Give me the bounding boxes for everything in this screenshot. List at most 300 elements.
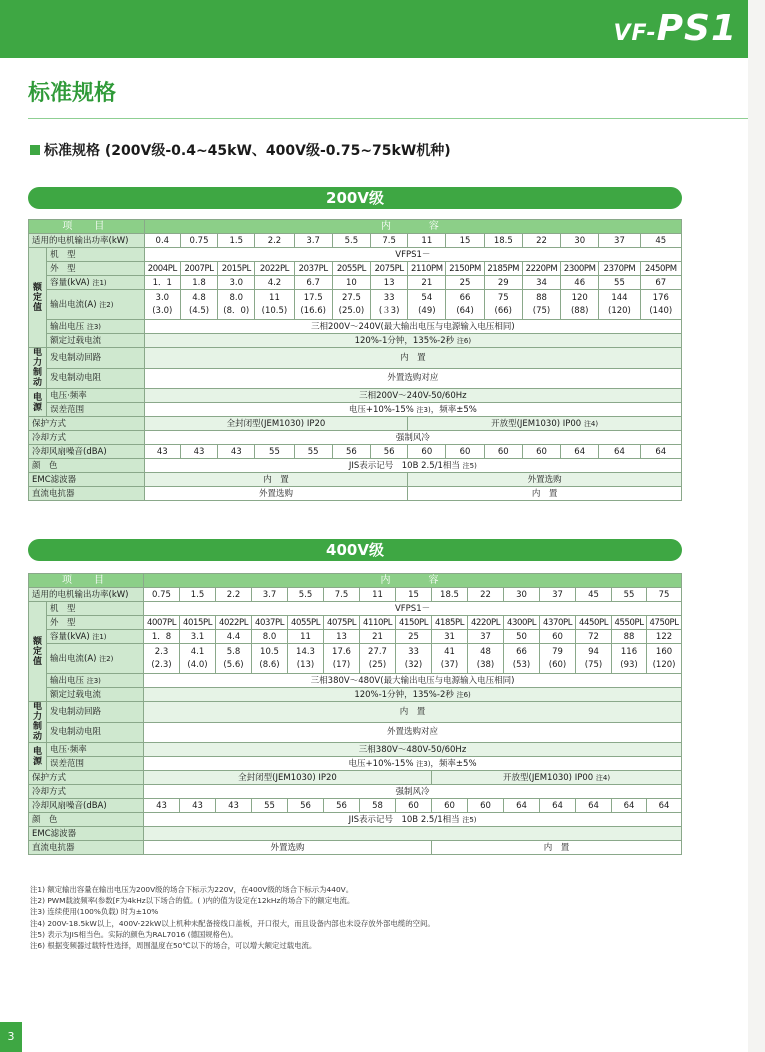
current-cell	[408, 290, 446, 320]
dcl-value-a: 外置选购	[144, 487, 408, 501]
current-cell	[144, 290, 180, 320]
current-value: 75	[497, 292, 509, 303]
power-cell: 45	[640, 234, 681, 248]
noise-cell: 56	[324, 799, 360, 813]
current-value: 48	[480, 646, 491, 657]
capacity-cell: 72	[576, 630, 612, 644]
label-motor-power: 适用的电机输出功率(kW)	[29, 588, 144, 602]
current-value: 14.3	[296, 646, 315, 657]
noise-cell: 56	[371, 445, 408, 459]
noise-cell: 60	[396, 799, 432, 813]
type-cell: 4022PL	[216, 616, 252, 630]
footnote-line: 注3) 连续使用(100%负载) 时为±10%	[30, 907, 159, 917]
current-value: 79	[552, 646, 563, 657]
capacity-cell: 21	[360, 630, 396, 644]
noise-cell: 64	[640, 445, 681, 459]
label-color: 颜 色	[29, 813, 144, 827]
title-divider	[28, 118, 748, 119]
tolerance-value: 电压+10%-15% 注3)，频率±5%	[144, 757, 682, 771]
label-tolerance: 误差范围	[47, 403, 145, 417]
current-cell	[446, 290, 484, 320]
power-cell: 37	[599, 234, 640, 248]
noise-cell: 55	[255, 445, 294, 459]
current-cell	[484, 290, 522, 320]
current-value-12khz: (66)	[494, 305, 512, 316]
noise-cell: 55	[252, 799, 288, 813]
capacity-cell: 11	[288, 630, 324, 644]
volt-freq-value: 三相200V～240V-50/60Hz	[144, 389, 681, 403]
page-title: 标准规格	[28, 81, 117, 106]
type-cell: 2055PL	[332, 262, 370, 276]
current-value: 4.8	[192, 292, 206, 303]
footnotes	[30, 884, 435, 951]
current-value-12khz: (120)	[652, 659, 676, 670]
label-volt-freq: 电压·频率	[47, 743, 144, 757]
label-protection: 保护方式	[29, 771, 144, 785]
noise-cell: 64	[576, 799, 612, 813]
emc-value	[144, 827, 682, 841]
protection-value-b: 开放型(JEM1030) IP00 注4)	[408, 417, 682, 431]
current-value: 33	[408, 646, 419, 657]
capacity-cell: 8.0	[252, 630, 288, 644]
label-noise: 冷却风扇噪音(dBA)	[29, 799, 144, 813]
group-power: 电源	[29, 389, 47, 417]
power-cell: 75	[647, 588, 682, 602]
current-value-12khz: (64)	[456, 305, 474, 316]
current-cell	[640, 290, 681, 320]
capacity-cell: 21	[408, 276, 446, 290]
capacity-cell: 4.4	[216, 630, 252, 644]
footnote-line: 注4) 200V-18.5kW以上，400V-22kW以上机种未配备接线口盖板，开口很大，而且设备内部也未设存放外部电缆的空间。	[30, 918, 435, 928]
current-value: 11	[269, 292, 280, 303]
current-value: 54	[421, 292, 433, 303]
current-value-12khz: (2.3)	[151, 659, 172, 670]
current-value-12khz: (8．0)	[223, 305, 250, 316]
current-cell	[144, 644, 180, 674]
current-value: 10.5	[260, 646, 279, 657]
power-cell: 15	[396, 588, 432, 602]
page-edge	[748, 0, 765, 1052]
brake-resistor-value: 外置选购对应	[144, 722, 682, 743]
current-cell	[432, 644, 468, 674]
current-cell	[561, 290, 599, 320]
label-brake-resistor: 发电制动电阻	[47, 368, 145, 389]
current-cell	[504, 644, 540, 674]
capacity-cell: 29	[484, 276, 522, 290]
current-value: 17.5	[303, 292, 323, 303]
noise-cell: 58	[360, 799, 396, 813]
current-value: 3.0	[155, 292, 170, 303]
group-power: 电源	[29, 743, 47, 771]
type-cell: 4300PL	[504, 616, 540, 630]
power-cell: 0.75	[180, 234, 217, 248]
power-cell: 22	[468, 588, 504, 602]
capacity-cell: 46	[561, 276, 599, 290]
footnote-line: 注6) 根据变频器过载特性选择，周围温度在50℃以下的场合，可以增大额定过载电流。	[30, 941, 317, 951]
label-current: 输出电流(A) 注2)	[47, 290, 145, 320]
power-cell: 7.5	[324, 588, 360, 602]
color-value: JIS表示记号 10B 2.5/1相当 注5)	[144, 459, 681, 473]
type-cell: 2300PM	[561, 262, 599, 276]
power-cell: 22	[522, 234, 560, 248]
capacity-cell: 13	[324, 630, 360, 644]
type-cell: 2037PL	[294, 262, 332, 276]
current-value: 27.7	[368, 646, 387, 657]
current-value: 66	[459, 292, 471, 303]
power-cell: 3.7	[294, 234, 332, 248]
label-model: 机 型	[47, 602, 144, 616]
row-type	[29, 262, 682, 276]
type-cell: 2110PM	[408, 262, 446, 276]
power-cell: 5.5	[332, 234, 370, 248]
current-cell	[218, 290, 255, 320]
label-cooling: 冷却方式	[29, 785, 144, 799]
footnote-line: 注2) PWM载波频率(参数[F为4kHz以下场合的值。( )内的值为设定在12kHz的场合下的额定电流。	[30, 896, 355, 906]
current-cell	[576, 644, 612, 674]
current-value-12khz: (38)	[476, 659, 495, 670]
label-model: 机 型	[47, 248, 145, 262]
capacity-cell: 55	[599, 276, 640, 290]
noise-cell: 64	[540, 799, 576, 813]
emc-value-a: 内 置	[144, 473, 408, 487]
label-brake-circuit: 发电制动回路	[47, 348, 145, 369]
power-cell: 5.5	[288, 588, 324, 602]
power-cell: 18.5	[484, 234, 522, 248]
current-cell	[540, 644, 576, 674]
label-current: 输出电流(A) 注2)	[47, 644, 144, 674]
current-value-12khz: (32)	[404, 659, 423, 670]
current-value: 120	[571, 292, 588, 303]
current-value-12khz: (75)	[532, 305, 551, 316]
label-emc: EMC滤波器	[29, 827, 144, 841]
capacity-cell: 3.0	[218, 276, 255, 290]
current-value-12khz: (88)	[570, 305, 589, 316]
protection-value-a: 全封闭型(JEM1030) IP20	[144, 771, 432, 785]
noise-cell: 43	[144, 799, 180, 813]
tolerance-value: 电压+10%-15% 注3)，频率±5%	[144, 403, 681, 417]
table-200v-title: 200V级	[28, 187, 682, 209]
current-value-12khz: (120)	[608, 305, 631, 316]
type-cell: 4220PL	[468, 616, 504, 630]
capacity-cell: 31	[432, 630, 468, 644]
noise-cell: 60	[484, 445, 522, 459]
header-content: 内 容	[144, 220, 681, 234]
label-overload: 额定过载电流	[47, 334, 145, 348]
current-value-12khz: (4.0)	[187, 659, 208, 670]
current-value: 17.6	[332, 646, 351, 657]
power-cell: 3.7	[252, 588, 288, 602]
noise-cell: 43	[180, 799, 216, 813]
label-volt-freq: 电压·频率	[47, 389, 145, 403]
power-cell: 30	[561, 234, 599, 248]
label-cooling: 冷却方式	[29, 431, 145, 445]
current-value-12khz: (140)	[649, 305, 673, 316]
noise-cell: 56	[332, 445, 370, 459]
row-capacity	[29, 630, 682, 644]
type-cell: 2007PL	[180, 262, 217, 276]
label-overload: 额定过载电流	[47, 688, 144, 702]
label-protection: 保护方式	[29, 417, 145, 431]
current-cell	[252, 644, 288, 674]
label-emc: EMC滤波器	[29, 473, 145, 487]
label-voltage: 输出电压 注3)	[47, 674, 144, 688]
protection-value-b: 开放型(JEM1030) IP00 注4)	[432, 771, 682, 785]
noise-cell: 55	[294, 445, 332, 459]
noise-cell: 60	[432, 799, 468, 813]
type-cell: 4110PL	[360, 616, 396, 630]
noise-cell: 64	[647, 799, 682, 813]
current-value: 176	[652, 292, 669, 303]
current-cell	[180, 290, 217, 320]
power-cell: 30	[504, 588, 540, 602]
power-cell: 2.2	[255, 234, 294, 248]
power-cell: 11	[360, 588, 396, 602]
noise-cell: 43	[180, 445, 217, 459]
type-cell: 4370PL	[540, 616, 576, 630]
capacity-cell: 4.2	[255, 276, 294, 290]
current-cell	[255, 290, 294, 320]
current-value-12khz: (13)	[296, 659, 315, 670]
capacity-cell: 1．8	[144, 630, 180, 644]
current-value: 66	[516, 646, 527, 657]
label-motor-power: 适用的电机输出功率(kW)	[29, 234, 145, 248]
spec-table-200v	[28, 219, 682, 501]
header-content: 内 容	[144, 574, 682, 588]
current-value: 144	[611, 292, 628, 303]
type-cell: 4055PL	[288, 616, 324, 630]
footnote-line: 注5) 表示为JIS相当色。实际的颜色为RAL7016 (德国规格色)。	[30, 929, 238, 939]
type-cell: 4015PL	[180, 616, 216, 630]
type-cell: 4450PL	[576, 616, 612, 630]
spec-table-400v	[28, 573, 682, 855]
current-cell	[294, 290, 332, 320]
current-value-12khz: (75)	[584, 659, 603, 670]
noise-cell: 43	[218, 445, 255, 459]
label-dcl: 直流电抗器	[29, 487, 145, 501]
current-value-12khz: (10.5)	[261, 305, 288, 316]
label-tolerance: 误差范围	[47, 757, 144, 771]
current-value: 33	[383, 292, 395, 303]
row-power	[29, 588, 682, 602]
current-value: 94	[588, 646, 599, 657]
cooling-value: 强制风冷	[144, 785, 682, 799]
current-value: 2.3	[154, 646, 169, 657]
header-item: 项 目	[29, 220, 145, 234]
group-brake: 电力制动	[29, 348, 47, 389]
row-noise	[29, 799, 682, 813]
current-value-12khz: (4.5)	[188, 305, 210, 316]
emc-value-b: 外置选购	[408, 473, 682, 487]
noise-cell: 60	[408, 445, 446, 459]
current-value: 41	[444, 646, 455, 657]
capacity-cell: 13	[371, 276, 408, 290]
capacity-cell: 50	[504, 630, 540, 644]
type-cell: 4150PL	[396, 616, 432, 630]
type-cell: 2004PL	[144, 262, 180, 276]
current-value-12khz: (53)	[512, 659, 531, 670]
output-voltage: 三相380V～480V(最大输出电压与电源输入电压相同)	[144, 674, 682, 688]
current-cell	[612, 644, 647, 674]
noise-cell: 60	[468, 799, 504, 813]
type-cell: 4550PL	[612, 616, 647, 630]
current-value-12khz: (25)	[368, 659, 387, 670]
output-voltage: 三相200V～240V(最大输出电压与电源输入电压相同)	[144, 320, 681, 334]
noise-cell: 64	[599, 445, 640, 459]
label-brake-circuit: 发电制动回路	[47, 702, 144, 723]
current-value-12khz: (49)	[418, 305, 436, 316]
row-capacity	[29, 276, 682, 290]
current-value-12khz: (25.0)	[338, 305, 365, 316]
brake-circuit-value: 内 置	[144, 348, 681, 369]
row-current	[29, 644, 682, 674]
capacity-cell: 1．1	[144, 276, 180, 290]
label-type: 外 型	[47, 616, 144, 630]
capacity-cell: 6.7	[294, 276, 332, 290]
row-type	[29, 616, 682, 630]
noise-cell: 43	[144, 445, 180, 459]
label-voltage: 输出电压 注3)	[47, 320, 145, 334]
capacity-cell: 34	[522, 276, 560, 290]
type-cell: 2075PL	[371, 262, 408, 276]
current-cell	[288, 644, 324, 674]
power-cell: 11	[408, 234, 446, 248]
label-noise: 冷却风扇噪音(dBA)	[29, 445, 145, 459]
current-value-12khz: (60)	[548, 659, 567, 670]
current-value-12khz: (16.6)	[300, 305, 326, 316]
power-cell: 55	[612, 588, 647, 602]
power-cell: 1.5	[180, 588, 216, 602]
brake-circuit-value: 内 置	[144, 702, 682, 723]
footnote-line: 注1) 额定输出容量在输出电压为200V级的场合下标示为220V，在400V级的场合下标示为440V。	[30, 885, 354, 894]
type-cell: 2220PM	[522, 262, 560, 276]
power-cell: 0.75	[144, 588, 180, 602]
current-cell	[180, 644, 216, 674]
noise-cell: 43	[216, 799, 252, 813]
current-cell	[468, 644, 504, 674]
capacity-cell: 88	[612, 630, 647, 644]
current-value-12khz: (３3)	[378, 305, 400, 316]
power-cell: 2.2	[216, 588, 252, 602]
current-value-12khz: (93)	[620, 659, 638, 670]
type-cell: 4185PL	[432, 616, 468, 630]
capacity-cell: 37	[468, 630, 504, 644]
current-value: 88	[536, 292, 547, 303]
power-cell: 15	[446, 234, 484, 248]
color-value: JIS表示记号 10B 2.5/1相当 注5)	[144, 813, 682, 827]
power-cell: 0.4	[144, 234, 180, 248]
power-cell: 1.5	[218, 234, 255, 248]
noise-cell: 64	[612, 799, 647, 813]
type-cell: 2150PM	[446, 262, 484, 276]
current-cell	[216, 644, 252, 674]
current-value-12khz: (17)	[332, 659, 351, 670]
model-series: VFPS1－	[144, 602, 682, 616]
brake-resistor-value: 外置选购对应	[144, 368, 681, 389]
dcl-value-b: 内 置	[432, 841, 682, 855]
capacity-cell: 122	[647, 630, 682, 644]
capacity-cell: 25	[396, 630, 432, 644]
group-rated: 额定值	[29, 602, 47, 702]
current-value-12khz: (8.6)	[259, 659, 280, 670]
noise-cell: 60	[446, 445, 484, 459]
current-value: 5.8	[226, 646, 241, 657]
current-value-12khz: (3.0)	[152, 305, 173, 316]
overload-value: 120%-1分钟，135%-2秒 注6)	[144, 334, 681, 348]
noise-cell: 60	[522, 445, 560, 459]
power-cell: 18.5	[432, 588, 468, 602]
type-cell: 2450PM	[640, 262, 681, 276]
label-dcl: 直流电抗器	[29, 841, 144, 855]
group-rated: 额定值	[29, 248, 47, 348]
current-cell	[371, 290, 408, 320]
type-cell: 2015PL	[218, 262, 255, 276]
capacity-cell: 25	[446, 276, 484, 290]
label-brake-resistor: 发电制动电阻	[47, 722, 144, 743]
current-value: 160	[655, 646, 673, 657]
current-cell	[324, 644, 360, 674]
dcl-value-b: 内 置	[408, 487, 682, 501]
current-value: 8.0	[229, 292, 243, 303]
capacity-cell: 10	[332, 276, 370, 290]
section-subtitle: 标准规格 (200V级-0.4~45kW、400V级-0.75~75kW机种)	[30, 140, 451, 160]
current-value: 116	[620, 646, 638, 657]
brand-logo: VF-PS1	[613, 8, 737, 49]
power-cell: 37	[540, 588, 576, 602]
type-cell: 2370PM	[599, 262, 640, 276]
noise-cell: 56	[288, 799, 324, 813]
row-current	[29, 290, 682, 320]
group-brake: 电力制动	[29, 702, 47, 743]
header-item: 项 目	[29, 574, 144, 588]
current-cell	[599, 290, 640, 320]
noise-cell: 64	[504, 799, 540, 813]
cooling-value: 强制风冷	[144, 431, 681, 445]
capacity-cell: 3.1	[180, 630, 216, 644]
capacity-cell: 60	[540, 630, 576, 644]
power-cell: 7.5	[371, 234, 408, 248]
protection-value-a: 全封闭型(JEM1030) IP20	[144, 417, 408, 431]
table-400v-title: 400V级	[28, 539, 682, 561]
label-capacity: 容量(kVA) 注1)	[47, 630, 144, 644]
page-number: 3	[0, 1022, 22, 1052]
current-cell	[647, 644, 682, 674]
row-power	[29, 234, 682, 248]
label-color: 颜 色	[29, 459, 145, 473]
type-cell: 2022PL	[255, 262, 294, 276]
capacity-cell: 67	[640, 276, 681, 290]
current-value-12khz: (37)	[440, 659, 459, 670]
volt-freq-value: 三相380V～480V-50/60Hz	[144, 743, 682, 757]
overload-value: 120%-1分钟，135%-2秒 注6)	[144, 688, 682, 702]
label-type: 外 型	[47, 262, 145, 276]
capacity-cell: 1.8	[180, 276, 217, 290]
current-cell	[396, 644, 432, 674]
dcl-value-a: 外置选购	[144, 841, 432, 855]
type-cell: 4037PL	[252, 616, 288, 630]
noise-cell: 64	[561, 445, 599, 459]
label-capacity: 容量(kVA) 注1)	[47, 276, 145, 290]
model-series: VFPS1－	[144, 248, 681, 262]
bullet-square-icon	[30, 145, 40, 155]
row-noise	[29, 445, 682, 459]
current-value: 27.5	[341, 292, 361, 303]
current-cell	[332, 290, 370, 320]
current-cell	[522, 290, 560, 320]
current-value: 4.1	[190, 646, 205, 657]
type-cell: 4075PL	[324, 616, 360, 630]
power-cell: 45	[576, 588, 612, 602]
type-cell: 4007PL	[144, 616, 180, 630]
